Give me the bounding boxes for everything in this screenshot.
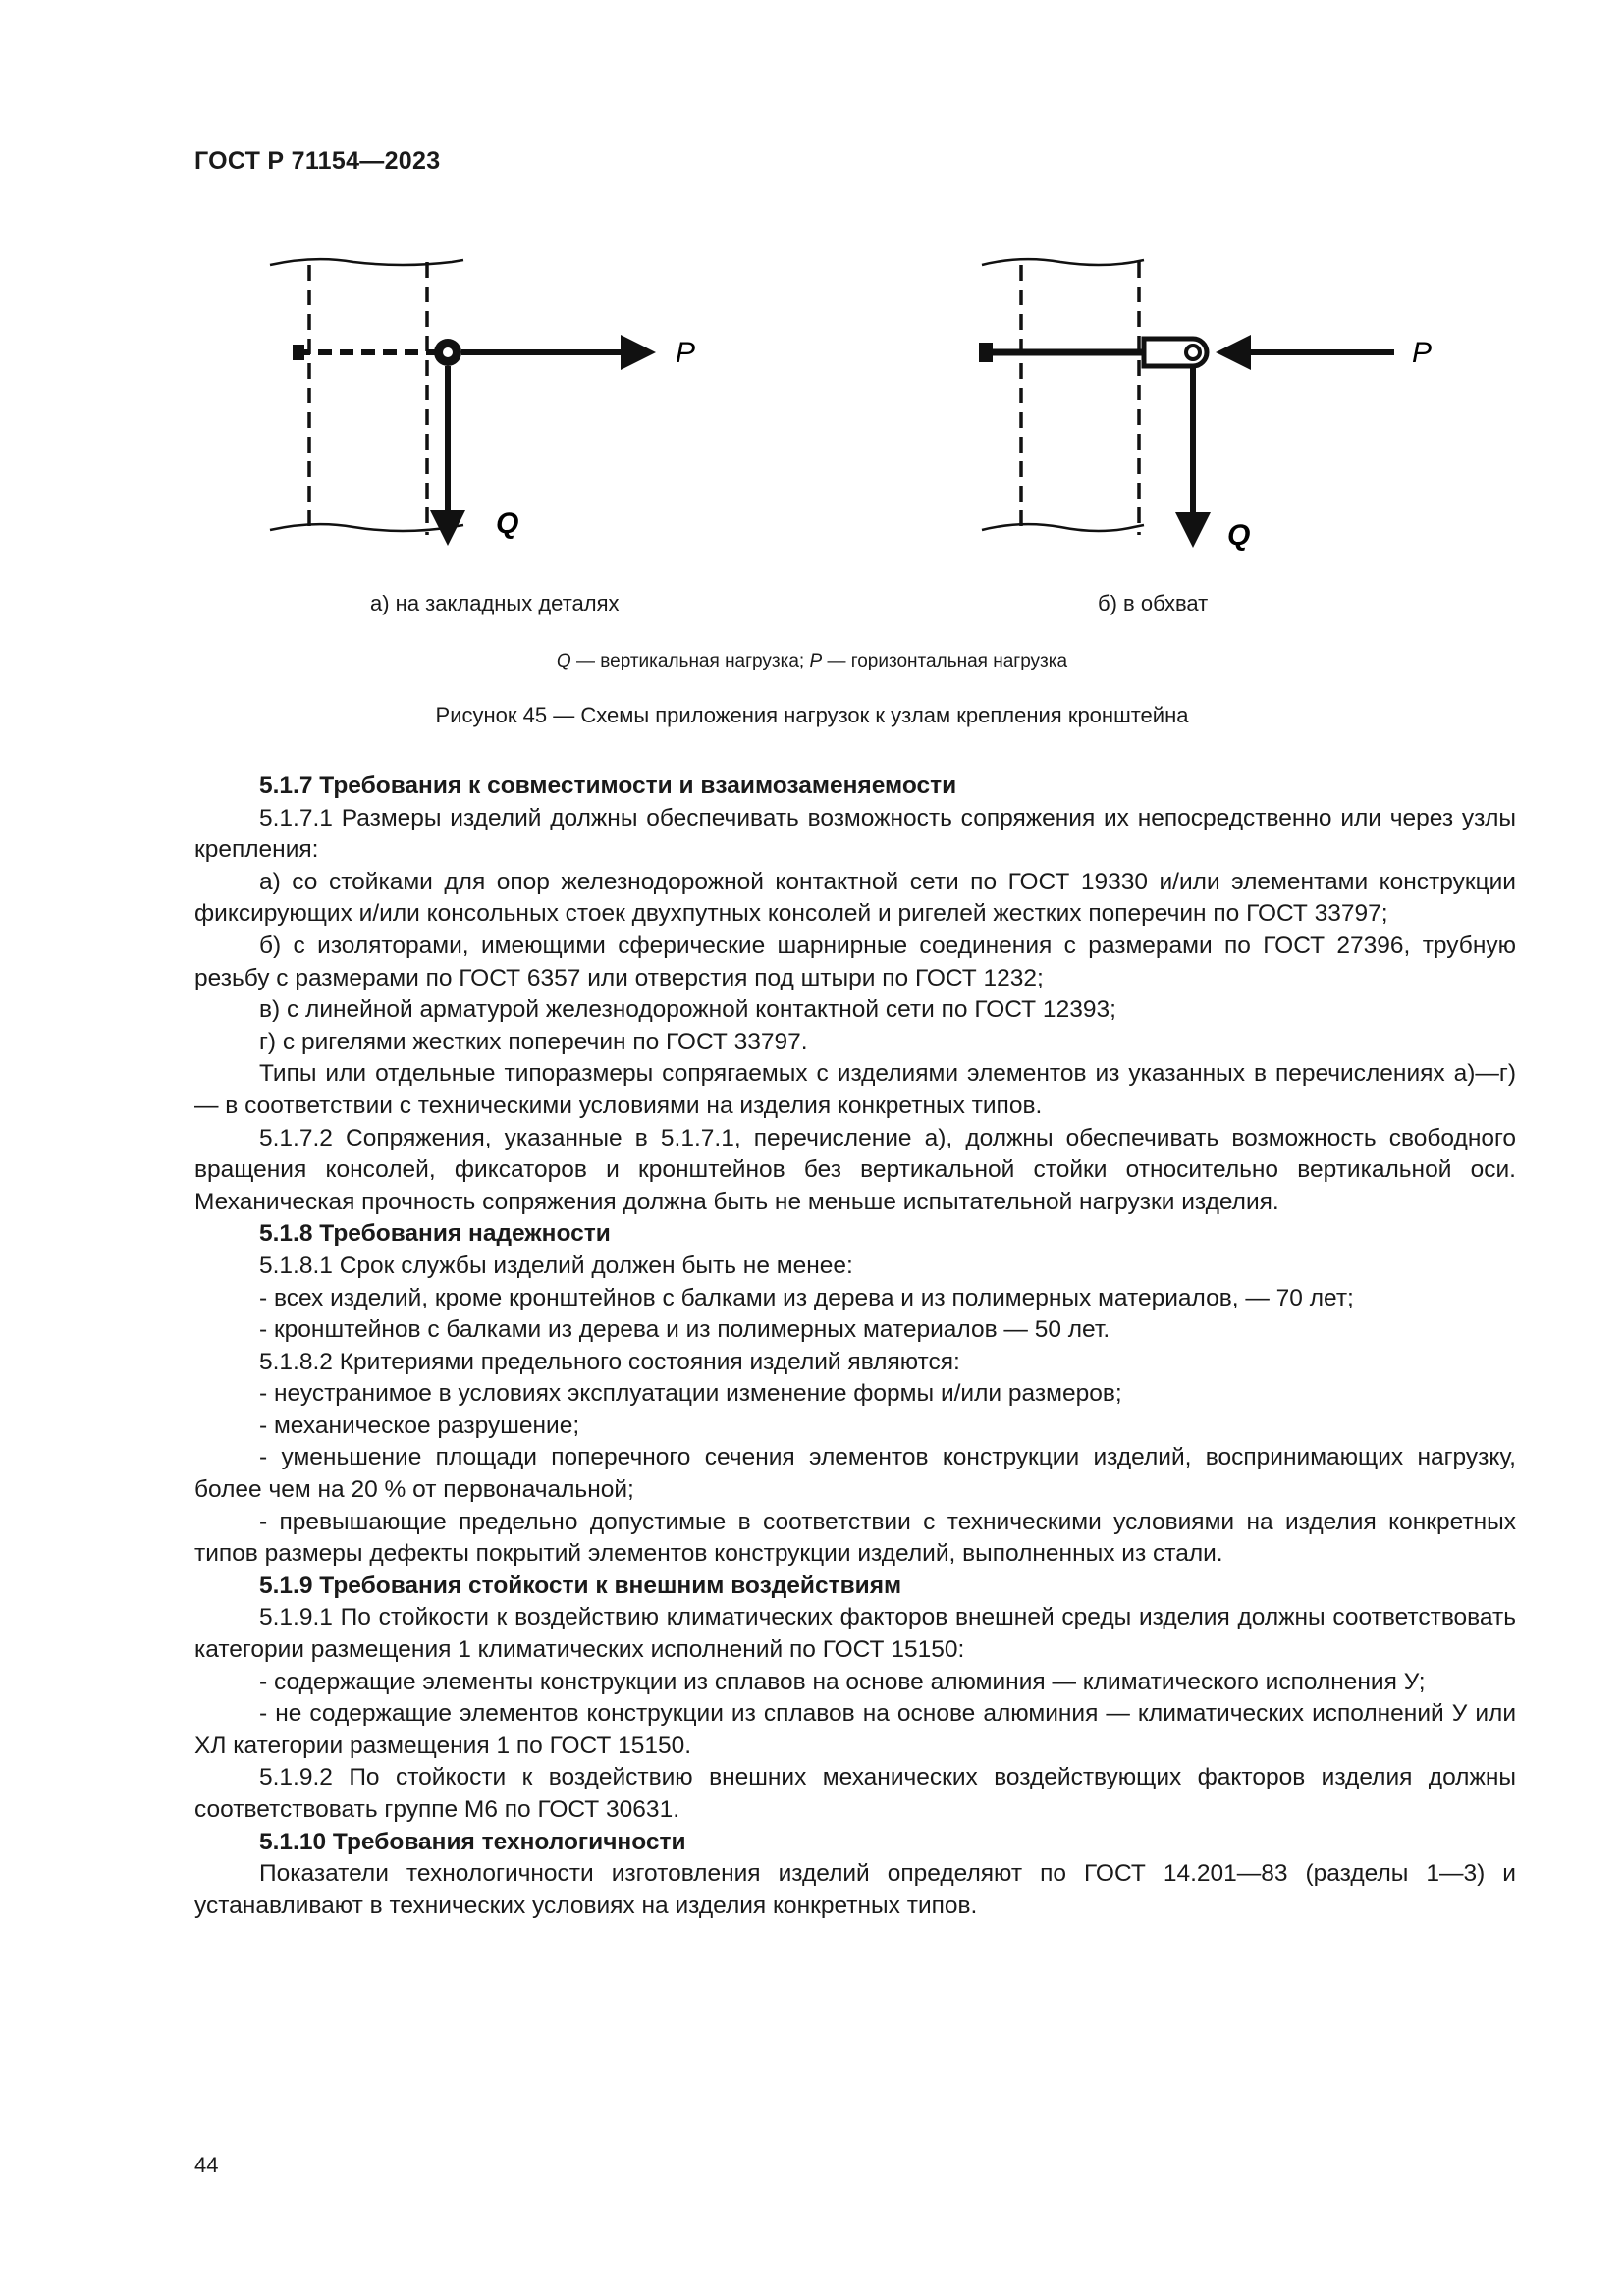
figure-title: Рисунок 45 — Схемы приложения нагрузок к узлам крепления кронштейна bbox=[435, 703, 1189, 727]
figure-caption-a: а) на закладных деталях bbox=[370, 591, 620, 615]
paragraph: - неустранимое в условиях эксплуатации изменение формы и/или размеров; bbox=[259, 1380, 1122, 1408]
paragraph: 5.1.8.2 Критериями предельного состояния изделий являются: bbox=[259, 1348, 960, 1375]
section-heading: 5.1.9 Требования стойкости к внешним воздействиям bbox=[259, 1572, 902, 1599]
paragraph: - содержащие элементы конструкции из сплавов на основе алюминия — климатического исполнения У; bbox=[259, 1668, 1426, 1695]
legend-mid-text: — вертикальная нагрузка; bbox=[570, 651, 810, 671]
page-number: 44 bbox=[194, 2153, 219, 2177]
figure-caption-b: б) в обхват bbox=[1098, 591, 1209, 615]
figure-legend bbox=[0, 651, 1624, 672]
paragraph: Типы или отдельные типоразмеры сопрягаемых с изделиями элементов из указанных в перечислениях а)—г) — в соответствии с техническими условиями на изделия конкретных типов. bbox=[194, 1060, 1516, 1119]
force-q-label-a: Q bbox=[496, 507, 519, 540]
paragraph: г) с ригелями жестких поперечин по ГОСТ 33797. bbox=[259, 1028, 808, 1055]
diagram-b-wrapping bbox=[979, 259, 1432, 552]
paragraph: 5.1.7.1 Размеры изделий должны обеспечивать возможность сопряжения их непосредственно или через узлы крепления: bbox=[194, 804, 1516, 864]
legend-p-symbol: P bbox=[809, 651, 823, 671]
legend-q-symbol: Q bbox=[556, 651, 571, 671]
force-q-label-b: Q bbox=[1227, 519, 1251, 552]
section-heading: 5.1.10 Требования технологичности bbox=[259, 1828, 686, 1855]
paragraph: 5.1.8.1 Срок службы изделий должен быть не менее: bbox=[259, 1252, 853, 1279]
section-heading: 5.1.8 Требования надежности bbox=[259, 1220, 611, 1248]
paragraph: - кронштейнов с балками из дерева и из полимерных материалов — 50 лет. bbox=[259, 1316, 1110, 1344]
document-header: ГОСТ Р 71154—2023 bbox=[194, 147, 441, 175]
diagram-a-embedded-parts bbox=[270, 259, 695, 540]
paragraph: 5.1.9.2 По стойкости к воздействию внешних механических воздействующих факторов изделия должны соответствовать группе М6 по ГОСТ 30631. bbox=[194, 1764, 1516, 1823]
document-body bbox=[194, 771, 1516, 1922]
paragraph: - не содержащие элементов конструкции из сплавов на основе алюминия — климатических исполнений У или ХЛ категории размещения 1 по ГОСТ 15150. bbox=[194, 1700, 1516, 1759]
paragraph: - механическое разрушение; bbox=[259, 1412, 580, 1439]
paragraph: - уменьшение площади поперечного сечения элементов конструкции изделий, воспринимающих нагрузку, более чем на 20 % от первоначальной; bbox=[194, 1444, 1516, 1504]
paragraph: а) со стойками для опор железнодорожной контактной сети по ГОСТ 19330 и/или элементами конструкции фиксирующих и/или консольных стоек двухпутных консолей и ригелей жестких поперечин по ГОСТ 33797; bbox=[194, 868, 1516, 928]
paragraph: 5.1.9.1 По стойкости к воздействию климатических факторов внешней среды изделия должны соответствовать категории размещения 1 климатических исполнений по ГОСТ 15150: bbox=[194, 1604, 1516, 1664]
paragraph: - превышающие предельно допустимые в соответствии с техническими условиями на изделия конкретных типов размеры дефекты покрытий элементов конструкции изделий, выполненных из стали. bbox=[194, 1508, 1516, 1568]
force-p-label-a: P bbox=[676, 337, 696, 369]
legend-end-text: — горизонтальная нагрузка bbox=[822, 651, 1068, 671]
load-diagram-figure bbox=[255, 250, 1434, 564]
force-p-label-b: P bbox=[1412, 337, 1433, 369]
paragraph: в) с линейной арматурой железнодорожной контактной сети по ГОСТ 12393; bbox=[259, 996, 1116, 1024]
paragraph: б) с изоляторами, имеющими сферические шарнирные соединения с размерами по ГОСТ 27396, трубную резьбу с размерами по ГОСТ 6357 или отверстия под штыри по ГОСТ 1232; bbox=[194, 932, 1516, 991]
paragraph: - всех изделий, кроме кронштейнов с балками из дерева и из полимерных материалов, — 70 лет; bbox=[259, 1284, 1354, 1311]
paragraph: Показатели технологичности изготовления изделий определяют по ГОСТ 14.201—83 (разделы 1—3) и устанавливают в технических условиях на изделия конкретных типов. bbox=[194, 1860, 1516, 1919]
paragraph: 5.1.7.2 Сопряжения, указанные в 5.1.7.1, перечисление а), должны обеспечивать возможность свободного вращения консолей, фиксаторов и кронштейнов без вертикальной стойки относительно вертикальной оси. Механическая прочность сопряжения должна быть не меньше испытательной нагрузки изделия. bbox=[194, 1124, 1516, 1215]
section-heading: 5.1.7 Требования к совместимости и взаимозаменяемости bbox=[259, 773, 957, 799]
